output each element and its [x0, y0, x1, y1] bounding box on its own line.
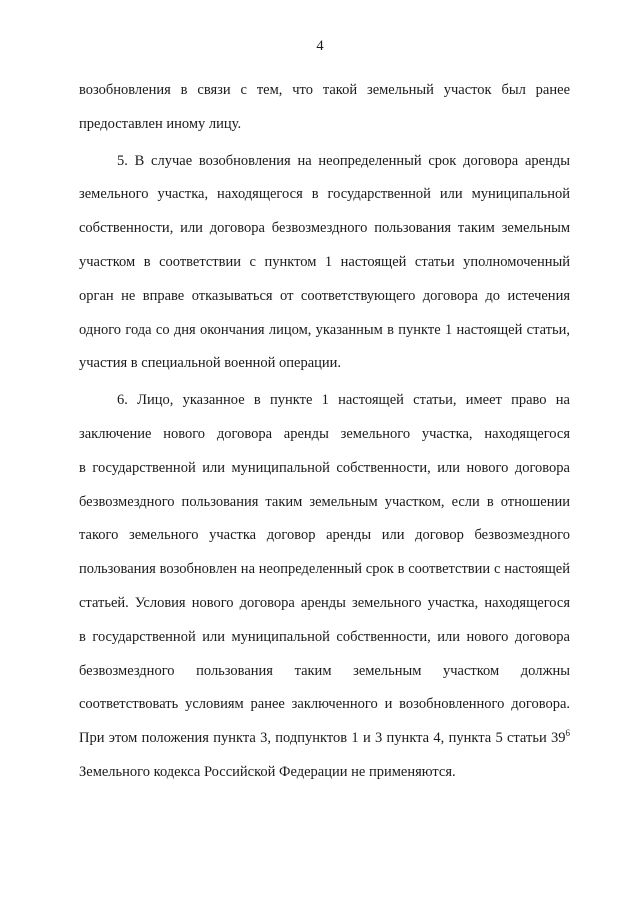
text-line: орган не вправе отказываться от соответствующего договора до истечения: [79, 287, 570, 304]
text-line: участия в специальной военной операции.: [79, 355, 342, 372]
text-line: безвозмездного пользования таким земельным участком должны: [79, 662, 570, 679]
text-line: соответствовать условиям ранее заключенного и возобновленного договора.: [79, 696, 570, 713]
text-line: в государственной или муниципальной собственности, или нового договора: [79, 628, 570, 645]
text-line: одного года со дня окончания лицом, указанным в пункте 1 настоящей статьи,: [79, 321, 570, 338]
text-line: 5. В случае возобновления на неопределенный срок договора аренды: [117, 152, 570, 169]
text-line: пользования возобновлен на неопределенный срок в соответствии с настоящей: [79, 561, 570, 578]
paragraph-6: [79, 384, 570, 790]
text-line: заключение нового договора аренды земельного участка, находящегося: [79, 425, 570, 442]
page-number: 4: [316, 38, 324, 54]
superscript: 6: [565, 728, 570, 739]
text-line: статьей. Условия нового договора аренды земельного участка, находящегося: [79, 594, 570, 611]
text-line-with-superscript: [79, 722, 570, 756]
text-line: земельного участка, находящегося в государственной или муниципальной: [79, 186, 570, 203]
text-line: возобновления в связи с тем, что такой земельный участок был ранее: [79, 82, 570, 98]
text-line: в государственной или муниципальной собственности, или нового договора: [79, 459, 570, 476]
text-line: собственности, или договора безвозмездного пользования таким земельным: [79, 220, 570, 237]
text-line: Земельного кодекса Российской Федерации не применяются.: [79, 763, 456, 780]
document-body: [79, 74, 570, 790]
text-line: участком в соответствии с пунктом 1 настоящей статьи уполномоченный: [79, 253, 570, 270]
text-line: 6. Лицо, указанное в пункте 1 настоящей статьи, имеет право на: [117, 392, 570, 409]
text-line: такого земельного участка договор аренды или договор безвозмездного: [79, 527, 570, 544]
text-line: При этом положения пункта 3, подпунктов 1 и 3 пункта 4, пункта 5 статьи 39: [79, 730, 566, 747]
paragraph-continuation: [79, 74, 570, 142]
paragraph-5: [79, 145, 570, 382]
text-line: предоставлен иному лицу.: [79, 115, 242, 132]
text-line: безвозмездного пользования таким земельным участком, если в отношении: [79, 493, 570, 510]
